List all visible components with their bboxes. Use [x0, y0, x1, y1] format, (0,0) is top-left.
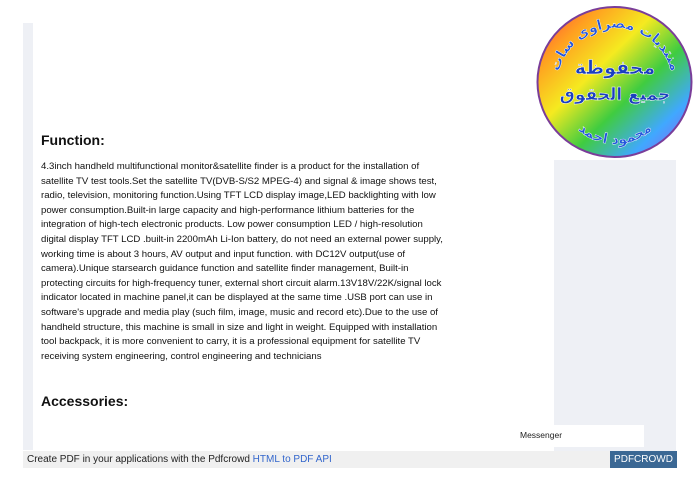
footer-text	[27, 451, 332, 468]
footer-caption: Create PDF in your applications with the Pdfcrowd	[27, 454, 250, 465]
messenger-button[interactable]: Messenger	[513, 425, 644, 447]
badge-top-text: منتديات مصراوى سات	[547, 15, 683, 74]
pdfcrowd-footer	[23, 451, 677, 468]
html-to-pdf-link[interactable]: HTML to PDF API	[252, 454, 332, 465]
badge-bottom-text: محمود احمد	[575, 120, 655, 149]
function-heading: Function:	[41, 132, 105, 148]
sidebar-panel	[554, 160, 676, 453]
left-margin-strip	[23, 23, 33, 450]
forum-watermark-logo	[535, 4, 694, 160]
accessories-heading: Accessories:	[41, 393, 129, 409]
pdfcrowd-button[interactable]: PDFCROWD	[610, 451, 677, 468]
product-description: 4.3inch handheld multifunctional monitor&satellite finder is a product for the installation of satellite TV test tools.Set the satellite TV(DVB-S/S2 MPEG-4) and signal & image shows test, radio, television, monitoring function.Using TFT LCD display image,LED backlighting with low power consumption.Built-in large capacity and high-performance lithium batteries for the integration of high-tech electronic products. Low power consumption LED / high-resolution digital display TFT LCD .built-in 2200mAh Li-Ion battery, do not need an external power supply, working time is about 3 hours, AV output and input function. with DC12V output(use of camera).Unique starsearch guidance function and satellite finder management, Built-in protecting circuits for high-frequency tuner, external short circuit alarm.13V18V/22K/signal lock indicator located in machine panel,it can be displayed at the same time .USB port can use in software's upgrade and media play (such film, image, music and record etc).Due to the use of handheld structure, this machine is small in size and light in weight. Equipped with installation tool backpack, it is more convenient to carry, it is a professional equipment for satellite TV receiving system engineering, control engineering and technicians	[41, 161, 443, 362]
badge-center-line1: محفوظة	[574, 57, 656, 79]
badge-center-line2: جميع الحقوق	[559, 85, 671, 105]
